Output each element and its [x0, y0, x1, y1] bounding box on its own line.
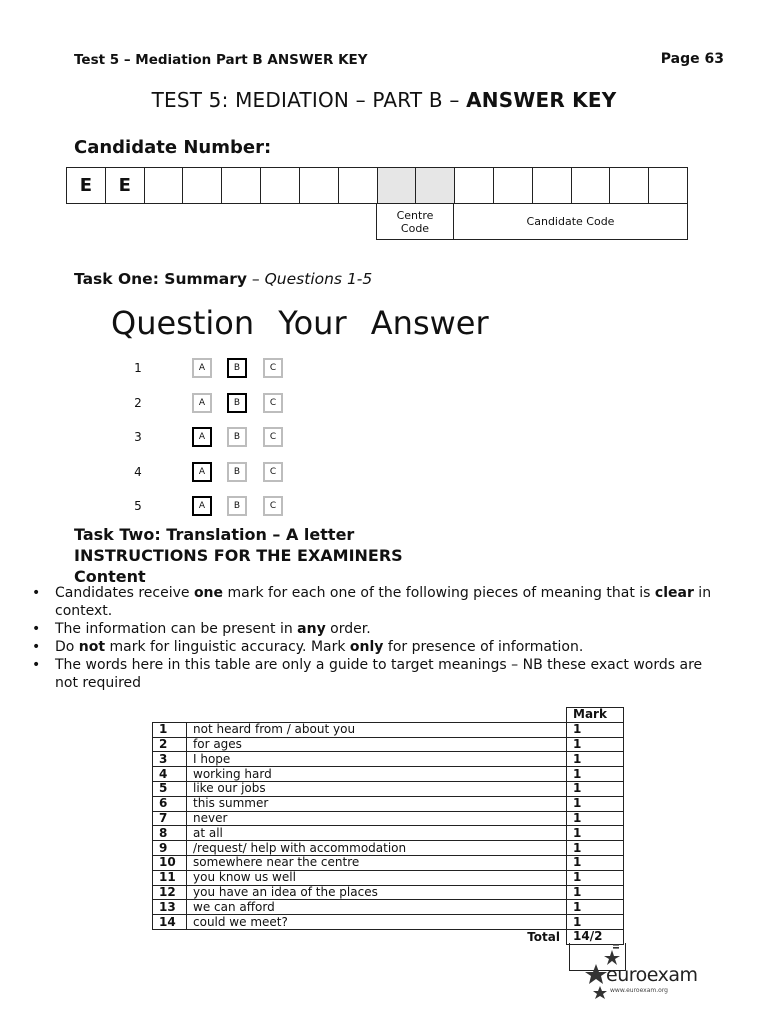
bullet-bold: one: [193, 585, 224, 601]
row-mark: 1: [567, 796, 624, 811]
bullet-bold: only: [349, 639, 384, 655]
candidate-cell: [533, 168, 572, 203]
bullet-text: The words here in this table are only a guide to target meanings – NB these exact words are not required: [55, 657, 703, 691]
question-row: [0, 358, 768, 382]
table-row: [153, 870, 624, 885]
euroexam-logo: [584, 940, 708, 1004]
bullet-bold: not: [78, 639, 106, 655]
row-number: 4: [153, 767, 187, 782]
question-number: 3: [134, 430, 142, 444]
bullet-item: [28, 584, 718, 620]
option-c-box[interactable]: C: [263, 358, 283, 378]
bullet-text: The information can be present in: [55, 621, 298, 637]
examiner-instructions-heading: INSTRUCTIONS FOR THE EXAMINERS: [74, 546, 403, 565]
row-meaning: not heard from / about you: [187, 722, 567, 737]
task-two-heading: [74, 524, 403, 587]
option-a-box[interactable]: A: [192, 462, 212, 482]
centre-code-cell: [416, 168, 455, 203]
candidate-cell: [339, 168, 378, 203]
row-mark: 1: [567, 885, 624, 900]
question-number: 1: [134, 361, 142, 375]
row-mark: 1: [567, 915, 624, 930]
table-row: [153, 767, 624, 782]
table-row: [153, 900, 624, 915]
option-b-box[interactable]: B: [227, 393, 247, 413]
row-number: 8: [153, 826, 187, 841]
row-mark: 1: [567, 722, 624, 737]
option-a-box[interactable]: A: [192, 496, 212, 516]
row-mark: 1: [567, 811, 624, 826]
row-mark: 1: [567, 841, 624, 856]
table-row: [153, 811, 624, 826]
page-number: Page 63: [660, 51, 724, 67]
option-a-box[interactable]: A: [192, 393, 212, 413]
row-meaning: /request/ help with accommodation: [187, 841, 567, 856]
bullet-item: [28, 620, 718, 638]
option-c-box[interactable]: C: [263, 462, 283, 482]
row-mark: 1: [567, 826, 624, 841]
bullet-text: for presence of information.: [383, 639, 584, 655]
row-number: 11: [153, 870, 187, 885]
option-c-box[interactable]: C: [263, 427, 283, 447]
row-mark: 1: [567, 737, 624, 752]
row-meaning: I hope: [187, 752, 567, 767]
candidate-cell: [455, 168, 494, 203]
row-meaning: never: [187, 811, 567, 826]
row-mark: 1: [567, 900, 624, 915]
row-number: 13: [153, 900, 187, 915]
bullet-bold: any: [297, 621, 326, 637]
row-number: 6: [153, 796, 187, 811]
table-row: [153, 722, 624, 737]
total-label: Total: [527, 929, 560, 944]
row-meaning: working hard: [187, 767, 567, 782]
table-row: [153, 826, 624, 841]
bullet-text: Do: [55, 639, 79, 655]
bullet-text: mark for linguistic accuracy. Mark: [105, 639, 350, 655]
task-two-title: Task Two: Translation – A letter: [74, 525, 355, 544]
row-meaning: could we meet?: [187, 915, 567, 930]
option-a-box[interactable]: A: [192, 358, 212, 378]
bullet-item: [28, 638, 718, 656]
option-a-box[interactable]: A: [192, 427, 212, 447]
candidate-cell: E: [67, 168, 106, 203]
running-header: Test 5 – Mediation Part B ANSWER KEY: [74, 52, 368, 68]
option-b-box[interactable]: B: [227, 496, 247, 516]
candidate-cell: [300, 168, 339, 203]
row-mark: 1: [567, 870, 624, 885]
candidate-cell: [183, 168, 222, 203]
candidate-cell: [494, 168, 533, 203]
bullet-item: [28, 656, 718, 692]
option-c-box[interactable]: C: [263, 496, 283, 516]
row-meaning: this summer: [187, 796, 567, 811]
col-answer: Your Answer: [278, 304, 489, 342]
bullet-text: order.: [325, 621, 371, 637]
row-meaning: you have an idea of the places: [187, 885, 567, 900]
row-meaning: at all: [187, 826, 567, 841]
row-meaning: we can afford: [187, 900, 567, 915]
task-one-dash: –: [247, 270, 265, 288]
candidate-cell: [649, 168, 687, 203]
question-number: 2: [134, 396, 142, 410]
marks-table: [152, 707, 624, 945]
question-row: [0, 462, 768, 486]
bullet-text: Candidates receive: [55, 585, 194, 601]
table-header-row: [153, 708, 624, 723]
row-number: 10: [153, 855, 187, 870]
candidate-cell: E: [106, 168, 145, 203]
option-b-box[interactable]: B: [227, 358, 247, 378]
col-question: Question: [111, 304, 255, 342]
table-row: [153, 796, 624, 811]
table-row: [153, 855, 624, 870]
bullet-bold: clear: [654, 585, 694, 601]
table-row: [153, 885, 624, 900]
table-row: [153, 781, 624, 796]
option-c-box[interactable]: C: [263, 393, 283, 413]
row-number: 14: [153, 915, 187, 930]
candidate-cell: [572, 168, 611, 203]
candidate-cell: [145, 168, 184, 203]
task-one-sub: Questions 1-5: [264, 270, 373, 288]
mark-header: Mark: [567, 708, 624, 723]
question-answer-header: [111, 304, 489, 342]
question-number: 5: [134, 499, 142, 513]
candidate-number-grid: [66, 167, 688, 204]
question-row: [0, 393, 768, 417]
centre-code-cell: [378, 168, 417, 203]
row-number: 5: [153, 781, 187, 796]
page-title: [0, 88, 768, 112]
logo-url: www.euroexam.org: [610, 987, 668, 994]
row-mark: 1: [567, 752, 624, 767]
task-one-heading: [74, 270, 372, 288]
row-meaning: you know us well: [187, 870, 567, 885]
table-row: [153, 841, 624, 856]
option-b-box[interactable]: B: [227, 462, 247, 482]
question-row: [0, 496, 768, 520]
row-mark: 1: [567, 767, 624, 782]
row-number: 9: [153, 841, 187, 856]
title-bold: ANSWER KEY: [466, 88, 617, 112]
option-b-box[interactable]: B: [227, 427, 247, 447]
row-number: 12: [153, 885, 187, 900]
row-meaning: for ages: [187, 737, 567, 752]
candidate-cell: [261, 168, 300, 203]
row-number: 3: [153, 752, 187, 767]
candidate-number-label: Candidate Number:: [74, 137, 272, 158]
bullet-text: mark for each one of the following pieces of meaning that is: [223, 585, 655, 601]
logo-wordmark: euroexam: [606, 964, 698, 986]
table-row: [153, 737, 624, 752]
row-mark: 1: [567, 781, 624, 796]
question-number: 4: [134, 465, 142, 479]
table-row: [153, 752, 624, 767]
row-number: 1: [153, 722, 187, 737]
centre-code-text: Centre Code: [396, 208, 434, 235]
total-row: [153, 929, 624, 944]
title-prefix: TEST 5: MEDIATION – PART B –: [151, 88, 467, 112]
task-one-label: Task One: Summary: [74, 270, 247, 288]
row-mark: 1: [567, 855, 624, 870]
instruction-bullets: [28, 584, 718, 692]
table-row: [153, 915, 624, 930]
candidate-cell: [610, 168, 649, 203]
row-meaning: somewhere near the centre: [187, 855, 567, 870]
candidate-cell: [222, 168, 261, 203]
centre-code-label: [376, 203, 454, 240]
candidate-code-label: Candidate Code: [453, 203, 688, 240]
row-meaning: like our jobs: [187, 781, 567, 796]
content-heading: Content: [74, 567, 146, 586]
row-number: 2: [153, 737, 187, 752]
row-number: 7: [153, 811, 187, 826]
total-value: 14/2: [567, 929, 624, 944]
bullet-text: in context.: [55, 585, 712, 619]
question-row: [0, 427, 768, 451]
